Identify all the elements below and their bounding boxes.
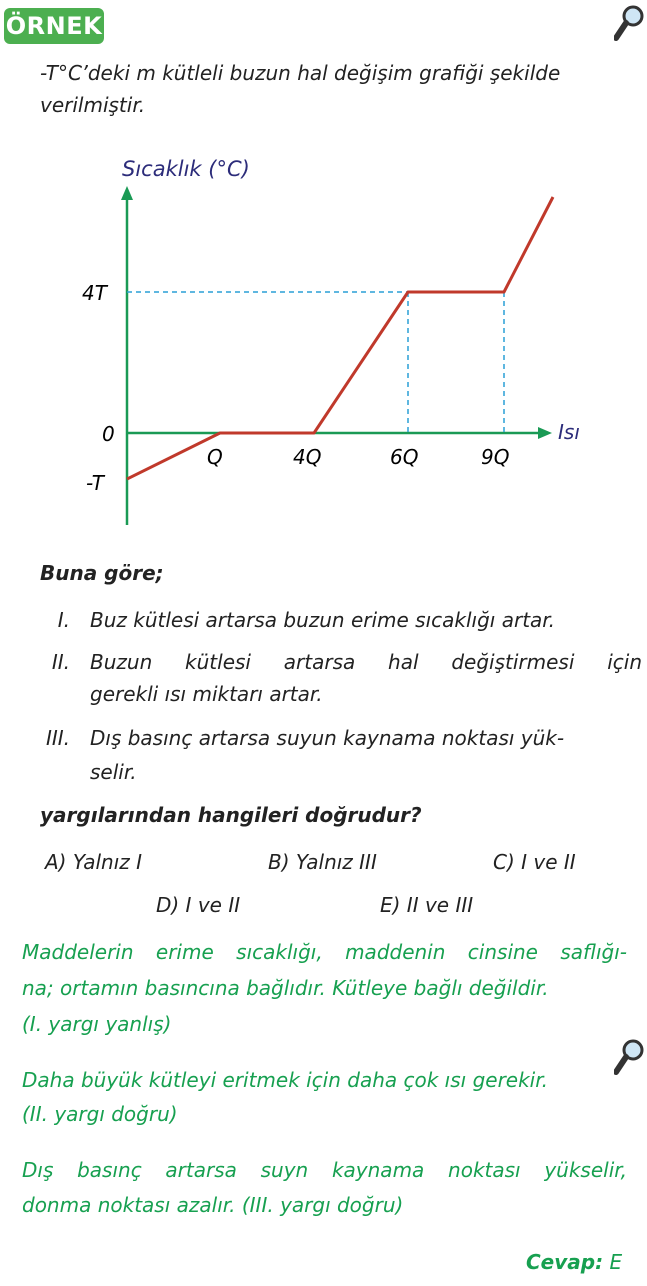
option-e[interactable]: E) II ve III	[380, 893, 474, 917]
option-d[interactable]: D) I ve II	[156, 893, 241, 917]
question-ask: yargılarından hangileri doğrudur?	[40, 803, 422, 827]
x-axis-arrow	[538, 427, 552, 439]
solution-3-line-2: donma noktası azalır. (III. yargı doğru)	[22, 1193, 404, 1217]
statement-num-3: III.	[45, 726, 70, 750]
y-tick-4t: 4T	[82, 281, 107, 305]
prompt-lead: Buna göre;	[40, 561, 164, 585]
x-tick-4q: 4Q	[293, 445, 322, 469]
option-a[interactable]: A) Yalnız I	[45, 850, 143, 874]
magnifier-icon	[614, 1038, 644, 1078]
statement-3-line-2: selir.	[90, 760, 137, 784]
phase-change-chart	[0, 140, 647, 540]
option-b[interactable]: B) Yalnız III	[268, 850, 377, 874]
x-axis-label: Isı	[558, 420, 580, 444]
solution-3-line-1: Dış basınç artarsa suyn kaynama noktası yükselir,	[22, 1158, 627, 1182]
y-axis-label: Sıcaklık (°C)	[122, 157, 250, 181]
question-line-1: -T°C’deki m kütleli buzun hal değişim grafiği şekilde	[40, 61, 561, 85]
statement-1-line-1: Buz kütlesi artarsa buzun erime sıcaklığı artar.	[90, 608, 556, 632]
statement-num-2: II.	[51, 650, 70, 674]
solution-1-line-1: Maddelerin erime sıcaklığı, maddenin cinsine saflığı-	[22, 940, 627, 964]
y-axis-arrow	[121, 186, 133, 200]
statement-2-line-1: Buzun kütlesi artarsa hal değiştirmesi için	[90, 650, 642, 674]
y-tick-minus-t: -T	[86, 471, 104, 495]
answer-value: E	[609, 1250, 623, 1274]
ornek-badge: ÖRNEK	[4, 8, 104, 44]
x-tick-q: Q	[207, 445, 223, 469]
answer-label: Cevap:	[526, 1250, 604, 1274]
x-tick-9q: 9Q	[481, 445, 510, 469]
question-line-2: verilmiştir.	[40, 93, 146, 117]
x-tick-6q: 6Q	[390, 445, 419, 469]
statement-2-line-2: gerekli ısı miktarı artar.	[90, 682, 323, 706]
data-line	[127, 197, 553, 479]
statement-num-1: I.	[57, 608, 70, 632]
answer	[526, 1246, 622, 1279]
solution-1-line-3: (I. yargı yanlış)	[22, 1012, 172, 1036]
solution-1-line-2: na; ortamın basıncına bağlıdır. Kütleye bağlı değildir.	[22, 976, 549, 1000]
y-tick-0: 0	[102, 422, 115, 446]
solution-2-line-1: Daha büyük kütleyi eritmek için daha çok ısı gerekir.	[22, 1068, 548, 1092]
magnifier-icon	[614, 4, 644, 44]
option-c[interactable]: C) I ve II	[493, 850, 576, 874]
statement-3-line-1: Dış basınç artarsa suyun kaynama noktası yük-	[90, 726, 565, 750]
solution-2-line-2: (II. yargı doğru)	[22, 1102, 178, 1126]
